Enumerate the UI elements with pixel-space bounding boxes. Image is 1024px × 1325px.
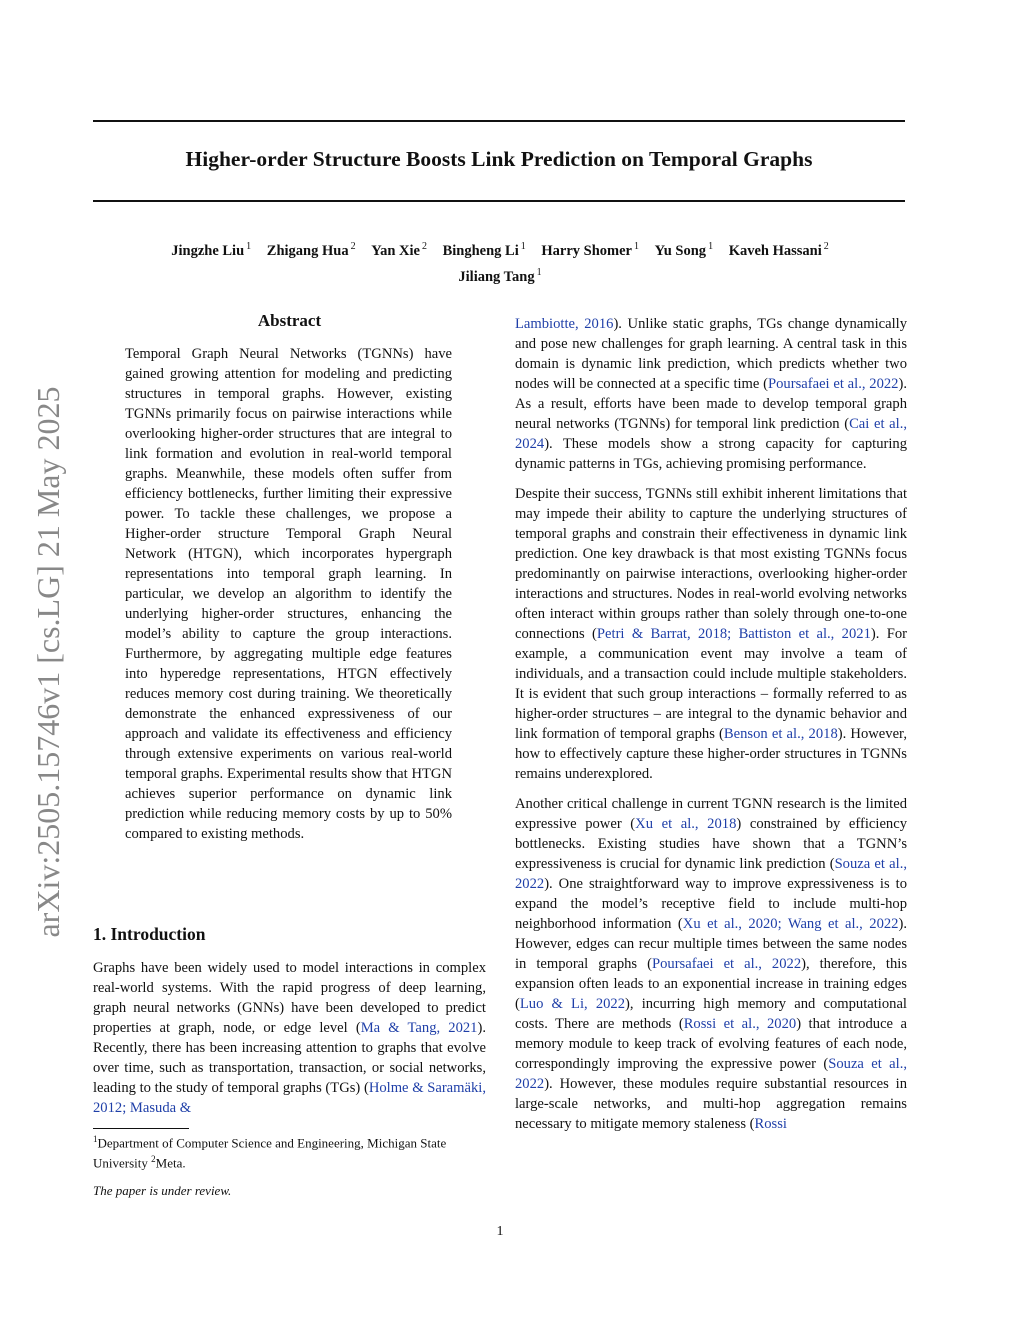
citation-link[interactable]: Ma & Tang, 2021 bbox=[360, 1020, 478, 1036]
citation-link[interactable]: Rossi et al., 2020 bbox=[683, 1016, 797, 1032]
arxiv-identifier: arXiv:2505.15746v1 [cs.LG] 21 May 2025 bbox=[30, 386, 66, 938]
citation-link[interactable]: Cai et al., 2024 bbox=[515, 416, 907, 452]
review-note: The paper is under review. bbox=[93, 1183, 232, 1198]
citation-link[interactable]: Lambiotte, 2016 bbox=[515, 316, 614, 332]
citation-link[interactable]: Poursafaei et al., 2022 bbox=[651, 956, 802, 972]
author: Harry Shomer $^1$ bbox=[541, 241, 639, 259]
title-rule-bottom bbox=[93, 200, 905, 202]
intro-paragraph: Despite their success, TGNNs still exhibit inherent limitations that may impede their ability to capture the underlying structures of temporal graphs and constrain their effectiveness in dynamic link prediction. One key drawback is that most existing TGNNs focus predominantly on pairwise interactions, overlooking higher-order interactions and structures. Nodes in real-world evolving networks often interact within groups rather than solely through one-to-one connections (Petri & Barrat, 2018; Battiston et al., 2021). For example, a communication event may involve a team of individuals, and a transaction could include multiple stakeholders. It is evident that such group interactions – formally referred to as higher-order structures – are integral to the dynamic behavior and link formation of temporal graphs (Benson et al., 2018). However, how to effectively capture these higher-order structures in TGNNs remains underexplored. bbox=[515, 486, 908, 782]
author: Yu Song $^1$ bbox=[654, 241, 714, 259]
intro-paragraph: Another critical challenge in current TGNN research is the limited expressive power (Xu et al., 2018) constrained by efficiency bottlenecks. Existing studies have shown that a TGNN’s expressiveness is crucial for dynamic link prediction (Souza et al., 2022). One straightforward way to improve expressiveness is to expand the model’s receptive field to include multi-hop neighborhood information (Xu et al., 2020; Wang et al., 2022). However, edges can recur multiple times between the same nodes in temporal graphs (Poursafaei et al., 2022), therefore, this expansion often leads to an exponential increase in training edges (Luo & Li, 2022), incurring high memory and computational costs. There are methods (Rossi et al., 2020) that introduce a memory module to keep track of evolving features of each node, correspondingly improving the expressive power (Souza et al., 2022). However, these modules require substantial resources in large-scale networks, and multi-hop aggregation remains necessary to mitigate memory staleness (Rossi bbox=[515, 796, 908, 1132]
author: Kaveh Hassani $^2$ bbox=[728, 241, 829, 259]
section-heading-introduction: 1. Introduction bbox=[93, 924, 206, 944]
affiliation-footnote: $^1$Department of Computer Science and Engineering, Michigan State University $^2$Meta. bbox=[93, 1134, 447, 1171]
author: Zhigang Hua $^2$ bbox=[266, 241, 356, 259]
citation-link[interactable]: Xu et al., 2018 bbox=[635, 816, 737, 832]
author: Bingheng Li $^1$ bbox=[442, 241, 526, 259]
intro-paragraph: Graphs have been widely used to model interactions in complex real-world systems. With the rapid progress of deep learning, graph neural networks (GNNs) have been developed to predict properties at graph, node, or edge level (Ma & Tang, 2021). Recently, there has been increasing attention to graphs that evolve over time, such as transportation, transaction, or social networks, leading to the study of temporal graphs (TGs) (Holme & Saramäki, 2012; Masuda & bbox=[93, 960, 486, 1116]
author-list bbox=[120, 236, 880, 288]
footnote-rule bbox=[93, 1128, 189, 1129]
paper-title: Higher-order Structure Boosts Link Prediction on Temporal Graphs bbox=[185, 147, 813, 171]
author: Jiliang Tang $^1$ bbox=[458, 266, 542, 285]
citation-link[interactable]: Rossi bbox=[754, 1116, 787, 1132]
abstract-text: Temporal Graph Neural Networks (TGNNs) have gained growing attention for modeling and predicting structures in temporal graphs. However, existing TGNNs primarily focus on pairwise interactions while overlooking higher-order structures that are integral to link formation and evolution in real-world temporal graphs. Meanwhile, these models often suffer from efficiency bottlenecks, further limiting their expressive power. To tackle these challenges, we propose a Higher-order structure Temporal Graph Neural Network (HTGN), which incorporates hypergraph representations into temporal graph learning. In particular, we develop an algorithm to identify the underlying higher-order structures, enhancing the model’s ability to capture the group interactions. Furthermore, by aggregating multiple edge features into hyperedge representations, HTGN effectively reduces memory cost during training. We theoretically demonstrate the enhanced expressiveness of our approach and validate its effectiveness and efficiency through extensive experiments on various real-world temporal graphs. Experimental results show that HTGN achieves superior performance on dynamic link prediction while reducing memory costs by up to 50% compared to existing methods. bbox=[125, 346, 452, 842]
author: Jingzhe Liu $^1$ bbox=[171, 241, 252, 259]
citation-link[interactable]: Luo & Li, 2022 bbox=[519, 996, 626, 1012]
page-number: 1 bbox=[496, 1224, 504, 1239]
citation-link[interactable]: Petri & Barrat, 2018; Battiston et al., 2021 bbox=[596, 626, 871, 642]
title-rule-top bbox=[93, 120, 905, 122]
author: Yan Xie $^2$ bbox=[371, 241, 427, 259]
abstract-heading: Abstract bbox=[257, 311, 322, 330]
citation-link[interactable]: Poursafaei et al., 2022 bbox=[768, 376, 899, 392]
citation-link[interactable]: Benson et al., 2018 bbox=[723, 726, 838, 742]
citation-link[interactable]: Souza et al., 2022 bbox=[515, 856, 907, 892]
citation-link[interactable]: Holme & Saramäki, 2012; Masuda & bbox=[93, 1080, 486, 1116]
citation-link[interactable]: Souza et al., 2022 bbox=[515, 1056, 907, 1092]
intro-paragraph: Lambiotte, 2016). Unlike static graphs, TGs change dynamically and pose new challenges for graph learning. A central task in this domain is dynamic link prediction, which predicts whether two nodes will be connected at a specific time (Poursafaei et al., 2022). As a result, efforts have been made to develop temporal graph neural networks (TGNNs) for temporal link prediction (Cai et al., 2024). These models show a strong capacity for capturing dynamic patterns in TGs, achieving promising performance. bbox=[515, 316, 907, 472]
right-column bbox=[515, 314, 907, 1144]
citation-link[interactable]: Xu et al., 2020; Wang et al., 2022 bbox=[682, 916, 899, 932]
